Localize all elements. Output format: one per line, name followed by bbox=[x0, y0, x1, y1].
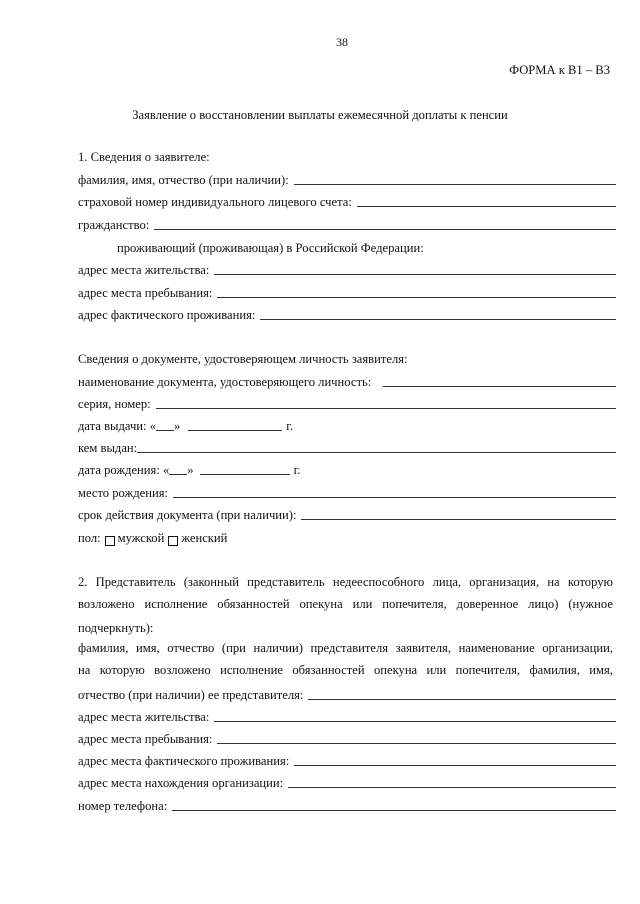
sex-male-checkbox[interactable] bbox=[105, 536, 115, 546]
rep-addr-org-field[interactable] bbox=[288, 786, 616, 788]
justified-word: исполнение bbox=[220, 663, 283, 677]
applicant-addr-residence-label: адрес места жительства: bbox=[78, 263, 210, 277]
sex-male-label: мужской bbox=[117, 531, 165, 545]
justified-word: наименование bbox=[458, 641, 535, 655]
justified-word: возложено bbox=[78, 597, 135, 611]
birth-date-row: дата рождения: « » г. bbox=[78, 463, 301, 477]
representative-fio-row bbox=[78, 686, 616, 703]
validity-row bbox=[78, 506, 616, 523]
justified-word: (законный bbox=[183, 575, 239, 589]
justified-word: организация, bbox=[469, 575, 540, 589]
applicant-snils-field[interactable] bbox=[357, 205, 616, 207]
justified-word: недееспособного bbox=[332, 575, 425, 589]
residing-heading: проживающий (проживающая) в Российской Федерации: bbox=[117, 241, 424, 255]
justified-word: попечителя, bbox=[382, 597, 447, 611]
sex-female-checkbox[interactable] bbox=[168, 536, 178, 546]
issue-date-row: дата выдачи: « » г. bbox=[78, 419, 294, 433]
representative-fio-line2 bbox=[78, 663, 613, 680]
justified-word: или bbox=[426, 663, 447, 677]
applicant-snils-row bbox=[78, 193, 616, 210]
sex-row bbox=[78, 529, 616, 546]
applicant-citizenship-row bbox=[78, 216, 616, 233]
applicant-addr-stay-label: адрес места пребывания: bbox=[78, 286, 213, 300]
sex-label: пол: bbox=[78, 531, 101, 545]
rep-addr-stay-label: адрес места пребывания: bbox=[78, 732, 213, 746]
justified-word: представителя bbox=[310, 641, 389, 655]
document-name-field[interactable] bbox=[383, 385, 616, 387]
justified-word: или bbox=[352, 597, 373, 611]
justified-word: возложено bbox=[154, 663, 211, 677]
justified-word: организации, bbox=[542, 641, 613, 655]
document-series-field[interactable] bbox=[156, 407, 616, 409]
rep-addr-residence-label: адрес места жительства: bbox=[78, 710, 210, 724]
form-title: Заявление о восстановлении выплаты ежемесячной доплаты к пенсии bbox=[132, 108, 508, 122]
justified-word: представитель bbox=[247, 575, 325, 589]
applicant-addr-actual-label: адрес фактического проживания: bbox=[78, 308, 256, 322]
birth-day-field[interactable] bbox=[169, 473, 187, 475]
justified-word: фамилия, bbox=[78, 641, 129, 655]
justified-word: доверенное bbox=[456, 597, 519, 611]
justified-word: имя, bbox=[136, 641, 160, 655]
document-series-row bbox=[78, 395, 616, 412]
justified-word: опекуна bbox=[373, 663, 418, 677]
justified-word: исполнение bbox=[144, 597, 208, 611]
document-heading: Сведения о документе, удостоверяющем личность заявителя: bbox=[78, 352, 408, 366]
form-reference: ФОРМА к В1 – В3 bbox=[509, 63, 610, 77]
justified-word: (нужное bbox=[568, 597, 613, 611]
representative-fio-field[interactable] bbox=[308, 698, 616, 700]
section2-heading-line3: подчеркнуть): bbox=[78, 621, 154, 635]
issue-day-field[interactable] bbox=[156, 429, 174, 431]
justified-word: которую bbox=[99, 663, 145, 677]
section2-heading-line1 bbox=[78, 575, 613, 592]
rep-phone-label: номер телефона: bbox=[78, 799, 168, 813]
issue-month-field[interactable] bbox=[188, 429, 282, 431]
issued-by-label: кем выдан: bbox=[78, 441, 138, 455]
rep-addr-stay-row bbox=[78, 730, 616, 747]
document-series-label: серия, номер: bbox=[78, 397, 151, 411]
representative-fio-label: отчество (при наличии) ее представителя: bbox=[78, 688, 304, 702]
section1-heading: 1. Сведения о заявителе: bbox=[78, 150, 210, 164]
applicant-addr-actual-field[interactable] bbox=[260, 318, 616, 320]
issued-by-field[interactable] bbox=[137, 451, 616, 453]
representative-fio-line1 bbox=[78, 641, 613, 658]
applicant-addr-residence-field[interactable] bbox=[214, 273, 616, 275]
rep-addr-residence-row bbox=[78, 708, 616, 725]
sex-female-label: женский bbox=[181, 531, 228, 545]
birth-date-label: дата рождения: « bbox=[78, 463, 170, 477]
rep-addr-actual-field[interactable] bbox=[294, 764, 616, 766]
justified-word: обязанностей bbox=[292, 663, 365, 677]
birth-place-field[interactable] bbox=[173, 496, 616, 498]
validity-label: срок действия документа (при наличии): bbox=[78, 508, 297, 522]
rep-addr-actual-row bbox=[78, 752, 616, 769]
justified-word: попечителя, bbox=[455, 663, 521, 677]
birth-place-label: место рождения: bbox=[78, 486, 168, 500]
applicant-fio-label: фамилия, имя, отчество (при наличии): bbox=[78, 173, 289, 187]
rep-addr-stay-field[interactable] bbox=[217, 742, 616, 744]
applicant-fio-field[interactable] bbox=[294, 183, 616, 185]
applicant-citizenship-field[interactable] bbox=[154, 228, 616, 230]
applicant-citizenship-label: гражданство: bbox=[78, 218, 150, 232]
justified-word: которую bbox=[567, 575, 613, 589]
issued-by-row bbox=[78, 439, 616, 456]
justified-word: обязанностей bbox=[217, 597, 290, 611]
applicant-addr-stay-field[interactable] bbox=[217, 296, 616, 298]
justified-word: наличии) bbox=[253, 641, 303, 655]
justified-word: фамилия, bbox=[529, 663, 580, 677]
rep-addr-actual-label: адрес места фактического проживания: bbox=[78, 754, 290, 768]
validity-field[interactable] bbox=[301, 518, 616, 520]
rep-phone-field[interactable] bbox=[172, 809, 616, 811]
applicant-snils-label: страховой номер индивидуального лицевого счета: bbox=[78, 195, 352, 209]
issue-date-label: дата выдачи: « bbox=[78, 419, 156, 433]
justified-word: имя, bbox=[589, 663, 613, 677]
document-name-row bbox=[78, 373, 616, 390]
birth-place-row bbox=[78, 484, 616, 501]
rep-addr-org-label: адрес места нахождения организации: bbox=[78, 776, 284, 790]
justified-word: лицо) bbox=[528, 597, 559, 611]
page-number: 38 bbox=[336, 35, 348, 49]
rep-addr-org-row bbox=[78, 774, 616, 791]
justified-word: опекуна bbox=[299, 597, 343, 611]
applicant-addr-stay-row bbox=[78, 284, 616, 301]
justified-word: (при bbox=[221, 641, 246, 655]
justified-word: Представитель bbox=[95, 575, 176, 589]
birth-month-field[interactable] bbox=[200, 473, 290, 475]
justified-word: на bbox=[78, 663, 91, 677]
section2-heading-line2 bbox=[78, 597, 613, 614]
justified-word: заявителя, bbox=[395, 641, 451, 655]
justified-word: отчество bbox=[167, 641, 215, 655]
applicant-addr-actual-row bbox=[78, 306, 616, 323]
justified-word: на bbox=[547, 575, 560, 589]
justified-word: лица, bbox=[432, 575, 462, 589]
rep-addr-residence-field[interactable] bbox=[214, 720, 616, 722]
rep-phone-row bbox=[78, 797, 616, 814]
applicant-fio-row bbox=[78, 171, 616, 188]
document-name-label: наименование документа, удостоверяющего личность: bbox=[78, 375, 372, 389]
applicant-addr-residence-row bbox=[78, 261, 616, 278]
justified-word: 2. bbox=[78, 575, 88, 589]
